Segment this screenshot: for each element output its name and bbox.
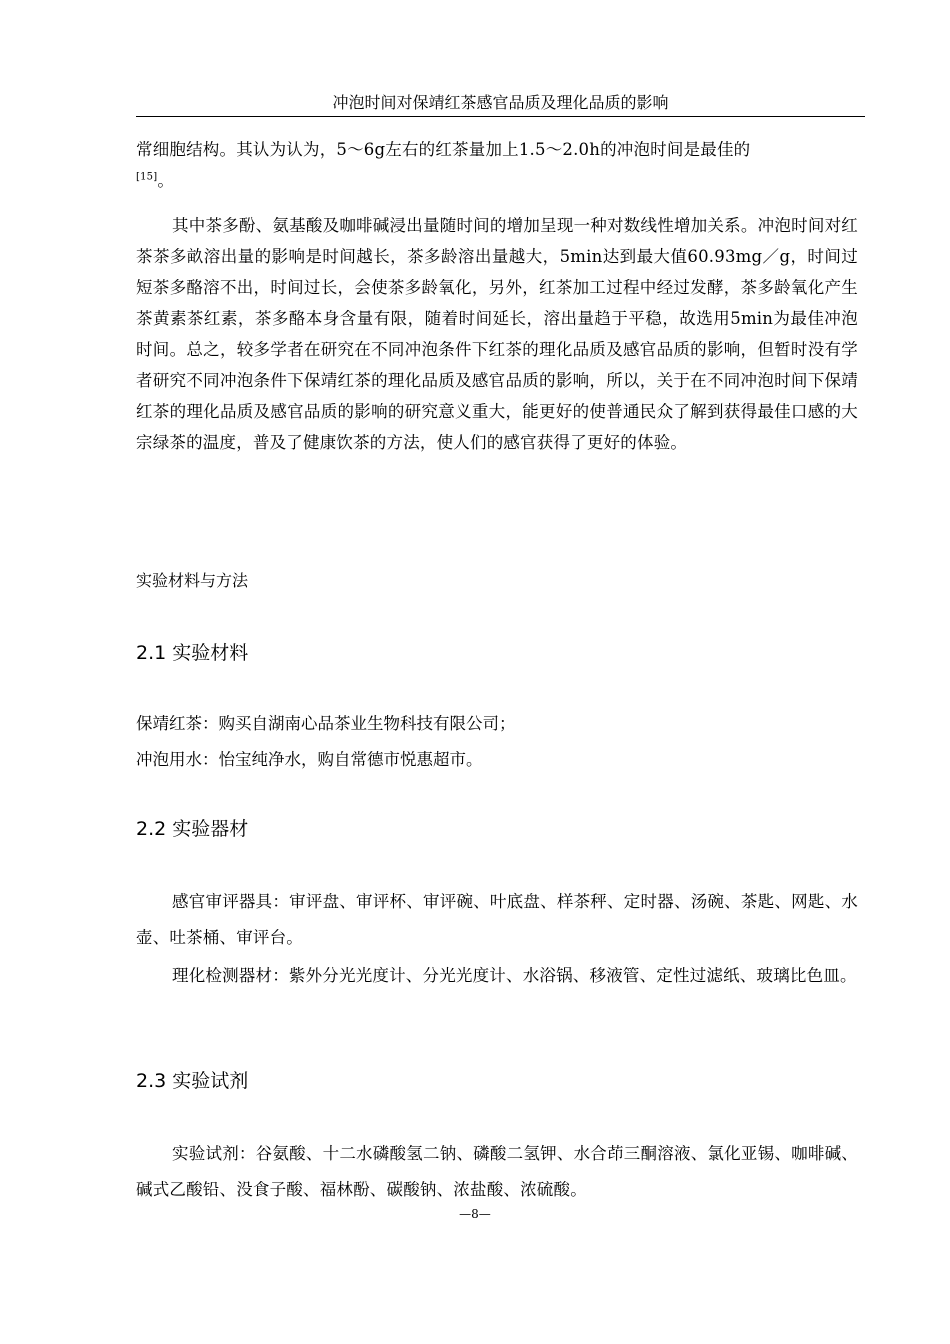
material-tea: 保靖红茶：购买自湖南心品茶业生物科技有限公司；	[136, 714, 516, 733]
section-heading: 实验材料与方法	[136, 571, 249, 590]
paragraph-physchem-equipment: 理化检测器材：紫外分光光度计、分光光度计、水浴锅、移液管、定性过滤纸、玻璃比色皿。	[172, 966, 857, 985]
material-water: 冲泡用水：怡宝纯净水，购自常德市悦惠超市。	[136, 750, 483, 769]
paragraph-end: 。	[157, 171, 175, 190]
paragraph-sensory-equipment: 感官审评器具：审评盘、审评杯、审评碗、叶底盘、样茶秤、定时器、汤碗、茶匙、网匙、水壶、吐茶桶、审评台。	[136, 892, 858, 947]
header-rule	[136, 116, 865, 117]
page-number: —8—	[459, 1207, 491, 1221]
running-header: 冲泡时间对保靖红茶感官品质及理化品质的影响	[332, 93, 669, 112]
paragraph-background: 其中茶多酚、氨基酸及咖啡碱浸出量随时间的增加呈现一种对数线性增加关系。冲泡时间对红茶茶多畝溶出量的影响是时间越长，茶多龄溶出量越大，5min达到最大值60.93mg／g，时间过短茶多酪溶不出，时间过长，会使茶多龄氧化，另外，红茶加工过程中经过发酵，茶多龄氧化产生茶黄素茶红素，茶多酪本身含量有限，随着时间延长，溶出量趋于平稳，故选用5min为最佳冲泡时间。总之，较多学者在研究在不同冲泡条件下红茶的理化品质及感官品质的影响，但暂时没有学者研究不同冲泡条件下保靖红茶的理化品质及感官品质的影响，所以，关于在不同冲泡时间下保靖红茶的理化品质及感官品质的影响的研究意义重大，能更好的使普通民众了解到获得最佳口感的大宗绿茶的温度，普及了健康饮茶的方法，使人们的感官获得了更好的体验。	[136, 216, 858, 452]
subsection-heading-2-3: 2.3 实验试剂	[136, 1070, 249, 1092]
subsection-heading-2-1: 2.1 实验材料	[136, 642, 249, 664]
subsection-heading-2-2: 2.2 实验器材	[136, 818, 249, 840]
paragraph-reagents: 实验试剂：谷氨酸、十二水磷酸氢二钠、磷酸二氢钾、水合茚三酮溶液、氯化亚锡、咖啡碱、碱式乙酸铅、没食子酸、福林酚、碳酸钠、浓盐酸、浓硫酸。	[136, 1144, 858, 1199]
citation-marker: [15]	[136, 171, 158, 183]
paragraph-continuation	[136, 134, 858, 196]
paragraph-text: 常细胞结构。其认为认为，5～6g左右的红茶量加上1.5～2.0h的冲泡时间是最佳的	[136, 140, 751, 159]
